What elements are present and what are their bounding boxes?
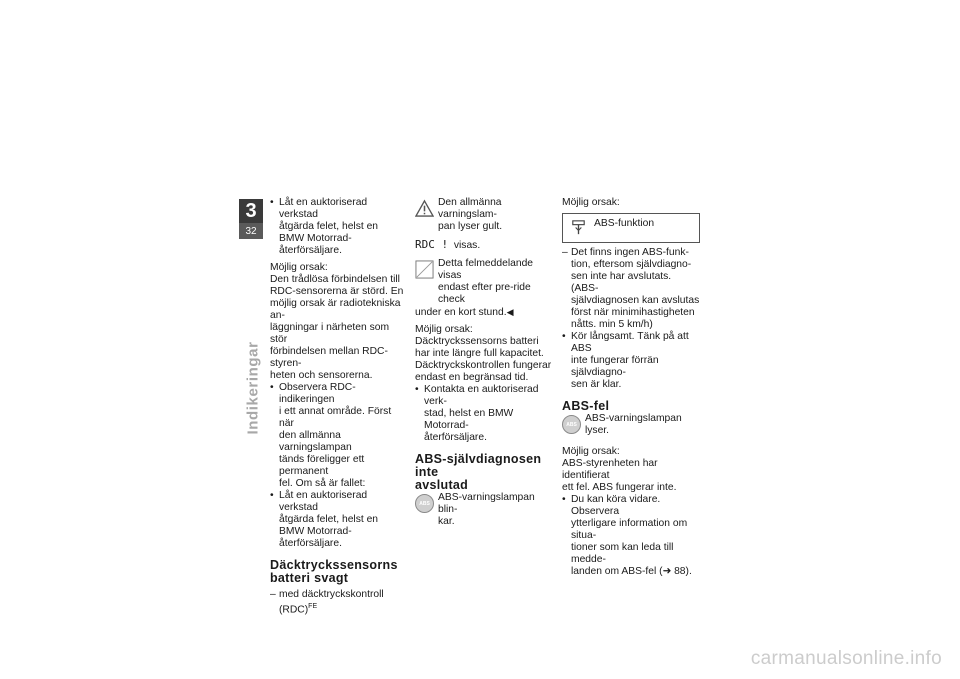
warning-text: Den allmänna varningslam- pan lyser gult.	[438, 197, 503, 232]
page-reference[interactable]: 88).	[671, 566, 692, 577]
abs-warning-text: ABS-varningslampan blin- kar.	[438, 492, 535, 527]
abs-fault-text: ABS-varningslampan lyser.	[585, 413, 682, 436]
section-heading: ABS-självdiagnosen inte avslutad	[415, 452, 542, 492]
paragraph: Däcktryckssensorns batteri har inte längre full kapacitet. Däcktryckskontrollen fungerar endast en begränsad tid.	[415, 336, 552, 383]
rdc-symbol: RDC !	[415, 238, 449, 251]
bullet-item: • Du kan köra vidare. Observera ytterligare information om situa- tioner som kan leda till medde- landen om ABS-fel (➜ 88).	[562, 494, 700, 578]
abs-function-label: ABS-funktion	[594, 218, 655, 229]
warning-row	[415, 197, 552, 233]
bullet-item: • Observera RDC-indikeringen i ett annat område. Först när den allmänna varningslampan tänds föreligger ett permanent fel. Om så är fallet:	[270, 382, 408, 490]
abs-fault-row	[562, 413, 700, 437]
watermark: carmanualsonline.info	[750, 648, 942, 669]
info-square-icon	[415, 260, 434, 279]
chapter-marker	[239, 199, 263, 239]
bullet-item: • Låt en auktoriserad verkstad åtgärda felet, helst en BMW Motorrad-återförsäljare.	[270, 490, 408, 550]
column-1	[270, 197, 408, 616]
info-text: Detta felmeddelande visas endast efter pre-ride check	[438, 258, 534, 305]
warning-triangle-icon	[415, 199, 434, 218]
abs-function-icon	[569, 218, 588, 237]
possible-cause-label: Möjlig orsak:	[562, 446, 620, 457]
side-label-container	[238, 338, 268, 438]
bullet-item: • Kör långsamt. Tänk på att ABS inte fungerar förrän självdiagno- sen är klar.	[562, 331, 700, 391]
end-mark-icon: ◀	[506, 307, 514, 317]
side-chapter-label: Indikeringar	[244, 341, 262, 435]
possible-cause-label: Möjlig orsak:	[562, 197, 620, 208]
abs-warning-row	[415, 492, 552, 528]
bullet-item: • Låt en auktoriserad verkstad åtgärda felet, helst en BMW Motorrad-återförsäljare.	[270, 197, 408, 257]
page-number: 32	[245, 226, 257, 237]
column-2	[415, 197, 552, 528]
abs-warning-icon: ABS	[562, 415, 581, 434]
possible-cause-label: Möjlig orsak:	[415, 324, 473, 335]
paragraph: ABS-styrenheten har identifierat ett fel. ABS fungerar inte.	[562, 458, 677, 493]
section-heading: ABS-fel	[562, 399, 610, 413]
dash-item: – Det finns ingen ABS-funk- tion, eftersom självdiagno- sen inte har avslutats. (ABS- självdiagnosen kan avslutas först när minimihastigheten nåtts. min 5 km/h)	[562, 247, 700, 331]
possible-cause-label: Möjlig orsak:	[270, 262, 328, 273]
chapter-number: 3	[239, 199, 263, 223]
info-row	[415, 258, 552, 306]
info-text-continued: under en kort stund.◀	[415, 307, 514, 318]
reference-arrow-icon: ➜	[662, 566, 672, 577]
abs-function-box	[562, 213, 700, 243]
dash-item: – med däcktryckskontroll (RDC)$^{FE}$	[270, 589, 408, 616]
bullet-item: • Kontakta en auktoriserad verk- stad, helst en BMW Motorrad- återförsäljare.	[415, 384, 552, 444]
rdc-display-row	[415, 239, 552, 252]
section-heading: Däcktryckssensorns batteri svagt	[270, 558, 398, 585]
rdc-display-text: visas.	[453, 240, 481, 251]
column-3	[562, 197, 700, 578]
abs-warning-icon: ABS	[415, 494, 434, 513]
paragraph: Den trådlösa förbindelsen till RDC-sensorerna är störd. En möjlig orsak är radiotekniska an- läggningar i närheten som stör förbindelsen mellan RDC-styren- heten och sensorerna.	[270, 274, 404, 381]
